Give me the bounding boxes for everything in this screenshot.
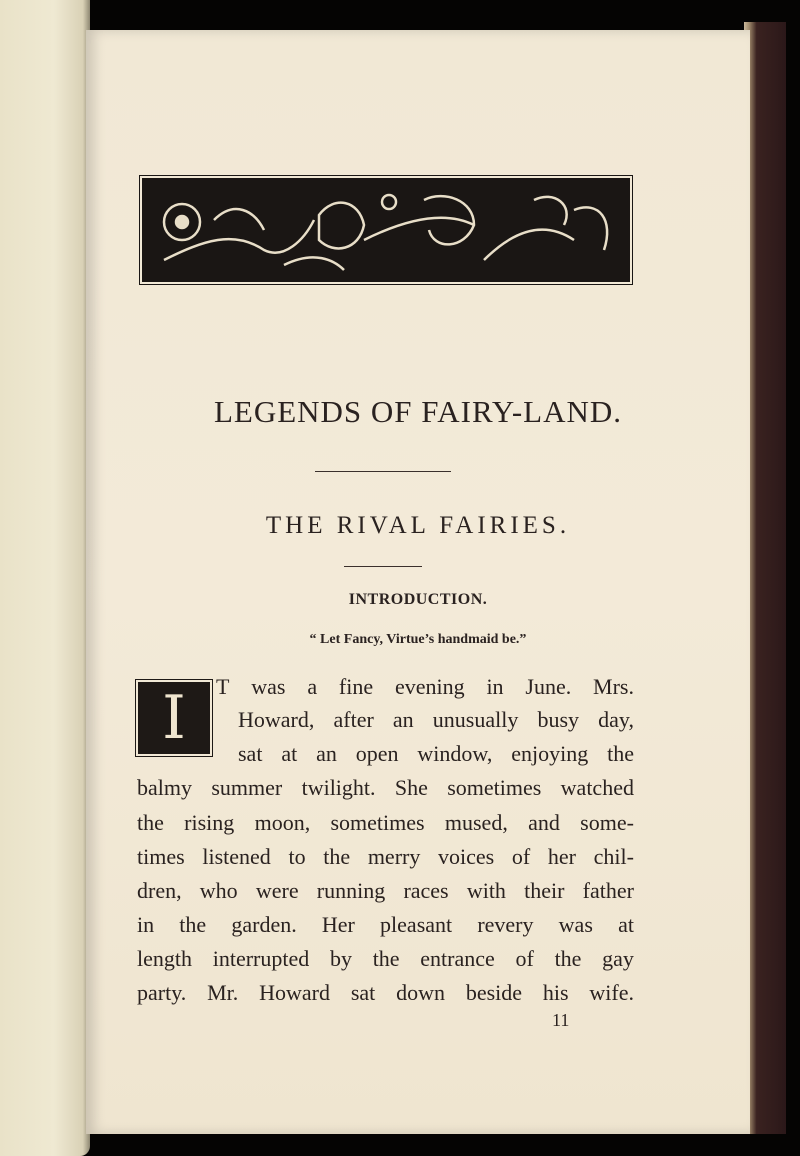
- body-line: in the garden. Her pleasant revery was at: [137, 912, 634, 937]
- drop-cap: [138, 682, 210, 754]
- floral-ornament-icon: [144, 180, 628, 280]
- book-page: [86, 30, 750, 1134]
- chapter-title: THE RIVAL FAIRIES.: [265, 512, 571, 539]
- book-cover-edge: [744, 22, 786, 1134]
- decorative-headpiece: [142, 178, 630, 282]
- drop-cap-letter: I: [162, 683, 186, 753]
- epigraph: “ Let Fancy, Virtue’s handmaid be.”: [309, 632, 527, 647]
- book-title: LEGENDS OF FAIRY-LAND.: [213, 394, 623, 429]
- body-line: times listened to the merry voices of her chil-: [137, 844, 634, 869]
- body-line: T was a fine evening in June. Mrs.: [216, 674, 634, 699]
- body-line: sat at an open window, enjoying the: [238, 741, 634, 766]
- body-line: Howard, after an unusually busy day,: [238, 707, 634, 732]
- page-number: 11: [552, 1010, 570, 1030]
- body-line: the rising moon, sometimes mused, and some-: [137, 810, 634, 835]
- body-line: party. Mr. Howard sat down beside his wife.: [137, 980, 634, 1005]
- section-heading: INTRODUCTION.: [348, 591, 488, 608]
- divider: [344, 566, 422, 567]
- facing-page: [0, 0, 90, 1156]
- divider: [315, 471, 451, 472]
- body-line: balmy summer twilight. She sometimes watched: [137, 775, 634, 800]
- body-line: length interrupted by the entrance of the gay: [137, 946, 634, 971]
- body-line: dren, who were running races with their father: [137, 878, 634, 903]
